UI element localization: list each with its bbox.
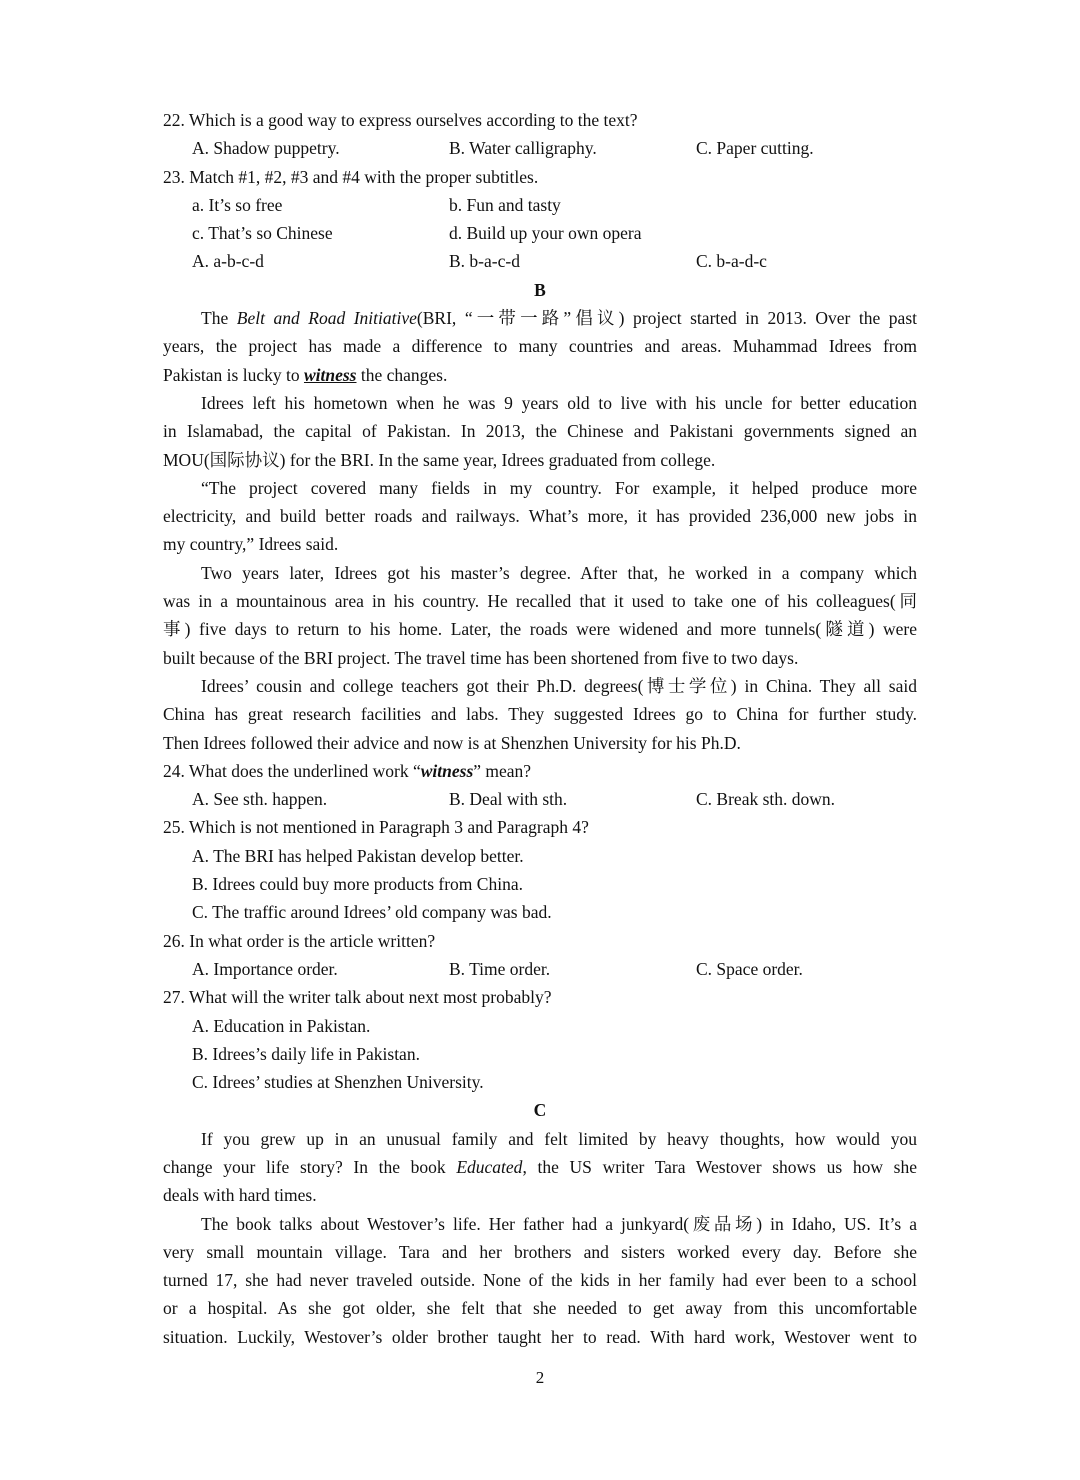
- q26-options: [163, 955, 917, 983]
- q24-option-c: C. Break sth. down.: [696, 789, 836, 810]
- q23-option-a: A. a-b-c-d: [192, 251, 264, 272]
- q22-option-c: C. Paper cutting.: [696, 138, 814, 159]
- paragraph-line: turned 17, she had never traveled outside. None of the kids in her family had ever been to a school: [163, 1270, 917, 1291]
- paragraph-line: electricity, and build better roads and railways. What’s more, it has provided 236,000 new jobs in: [163, 506, 917, 527]
- text-run: (BRI, “一带一路”倡议) project started in 2013. Over the past: [416, 308, 917, 329]
- section-b-paragraph-4: [163, 559, 917, 672]
- paragraph-line: built because of the BRI project. The travel time has been shortened from five to two days.: [163, 647, 799, 668]
- paragraph-line: [163, 1153, 917, 1181]
- q23-subtitles-row2: [163, 219, 917, 247]
- q24-options: [163, 785, 917, 813]
- q23-subtitle-d: d. Build up your own opera: [449, 223, 642, 244]
- section-c-paragraph-2: [163, 1210, 917, 1351]
- q24-stem-word: witness: [420, 760, 474, 781]
- q24-option-b: B. Deal with sth.: [449, 789, 568, 810]
- paragraph-line: very small mountain village. Tara and her brothers and sisters worked every day. Before she: [163, 1241, 917, 1262]
- q27-option-b: B. Idrees’s daily life in Pakistan.: [192, 1043, 420, 1064]
- paragraph-line: situation. Luckily, Westover’s older brother taught her to read. With hard work, Westover went to: [163, 1326, 917, 1347]
- paragraph-line: deals with hard times.: [163, 1185, 317, 1206]
- paragraph-line: years, the project has made a difference to many countries and areas. Muhammad Idrees from: [163, 336, 917, 357]
- q27-stem: 27. What will the writer talk about next most probably?: [163, 987, 552, 1008]
- page-number: 2: [535, 1368, 545, 1387]
- paragraph-line: Idrees left his hometown when he was 9 years old to live with his uncle for better education: [201, 392, 917, 413]
- underlined-word-witness: witness: [303, 364, 357, 385]
- q25-option-b: B. Idrees could buy more products from China.: [192, 874, 523, 895]
- q22-stem: 22. Which is a good way to express ourselves according to the text?: [163, 110, 638, 130]
- text-run: Pakistan is lucky to: [163, 364, 304, 385]
- q26-stem: 26. In what order is the article written?: [163, 930, 436, 951]
- paragraph-line: my country,” Idrees said.: [163, 534, 339, 555]
- section-b-paragraph-2: [163, 389, 917, 474]
- paragraph-line: MOU(国际协议) for the BRI. In the same year, Idrees graduated from college.: [163, 449, 716, 470]
- q26-option-a: A. Importance order.: [192, 958, 338, 979]
- q25-option-a: A. The BRI has helped Pakistan develop better.: [192, 845, 524, 866]
- q24-stem: [163, 757, 917, 785]
- paragraph-line: China has great research facilities and labs. They suggested Idrees go to China for further study.: [163, 704, 917, 725]
- text-run: , the US writer Tara Westover shows us how she: [522, 1156, 917, 1177]
- text-run: ” mean?: [473, 760, 532, 781]
- q22-options: [163, 134, 917, 162]
- section-b-paragraph-5: [163, 672, 917, 757]
- q23-options: [163, 247, 917, 275]
- initiative-title: Belt and Road Initiative: [236, 308, 417, 329]
- q23-option-b: B. b-a-c-d: [449, 251, 520, 272]
- q22-option-b: B. Water calligraphy.: [449, 138, 597, 159]
- q26-option-b: B. Time order.: [449, 958, 551, 979]
- paragraph-line: [163, 361, 917, 389]
- q23-subtitle-a: a. It’s so free: [192, 194, 283, 215]
- section-b-paragraph-3: [163, 474, 917, 559]
- q23-subtitles-row1: [163, 191, 917, 219]
- q26-option-c: C. Space order.: [696, 958, 803, 979]
- text-run: change your life story? In the book: [163, 1156, 457, 1177]
- q27-option-a: A. Education in Pakistan.: [192, 1015, 371, 1036]
- paragraph-line: [163, 304, 917, 332]
- section-b-paragraph-1: [163, 304, 917, 389]
- section-c-heading: C: [533, 1100, 547, 1121]
- paragraph-line: Idrees’ cousin and college teachers got their Ph.D. degrees(博士学位) in China. They all said: [201, 675, 917, 696]
- paragraph-line: “The project covered many fields in my country. For example, it helped produce more: [201, 477, 917, 498]
- section-c-paragraph-1: [163, 1125, 917, 1210]
- text-run: 24. What does the underlined work “: [163, 760, 421, 781]
- q25-stem: 25. Which is not mentioned in Paragraph 3 and Paragraph 4?: [163, 817, 589, 838]
- page-content: [163, 106, 917, 1351]
- paragraph-line: Then Idrees followed their advice and now is at Shenzhen University for his Ph.D.: [163, 732, 741, 753]
- paragraph-line: 事) five days to return to his home. Later, the roads were widened and more tunnels(隧道) were: [163, 619, 917, 640]
- q22-option-a: A. Shadow puppetry.: [192, 138, 340, 159]
- paragraph-line: Two years later, Idrees got his master’s degree. After that, he worked in a company which: [201, 562, 917, 583]
- paragraph-line: The book talks about Westover’s life. Her father had a junkyard(废品场) in Idaho, US. It’s a: [201, 1213, 917, 1234]
- q27-option-c: C. Idrees’ studies at Shenzhen University.: [192, 1072, 484, 1093]
- q23-stem: 23. Match #1, #2, #3 and #4 with the proper subtitles.: [163, 166, 539, 187]
- q23-subtitle-b: b. Fun and tasty: [449, 194, 561, 215]
- q23-subtitle-c: c. That’s so Chinese: [192, 223, 333, 244]
- paragraph-line: or a hospital. As she got older, she felt that she needed to get away from this uncomfortable: [163, 1298, 917, 1319]
- text-run: The: [201, 308, 237, 329]
- paragraph-line: in Islamabad, the capital of Pakistan. In 2013, the Chinese and Pakistani governments signed an: [163, 421, 917, 442]
- section-b-heading: B: [534, 279, 546, 300]
- q24-option-a: A. See sth. happen.: [192, 789, 328, 810]
- paragraph-line: was in a mountainous area in his country. He recalled that it used to take one of his colleagues(同: [163, 591, 917, 612]
- q23-option-c: C. b-a-d-c: [696, 251, 767, 272]
- text-run: the changes.: [356, 364, 448, 385]
- book-title: Educated: [456, 1156, 523, 1177]
- q25-option-c: C. The traffic around Idrees’ old company was bad.: [192, 902, 552, 923]
- paragraph-line: If you grew up in an unusual family and felt limited by heavy thoughts, how would you: [201, 1128, 917, 1149]
